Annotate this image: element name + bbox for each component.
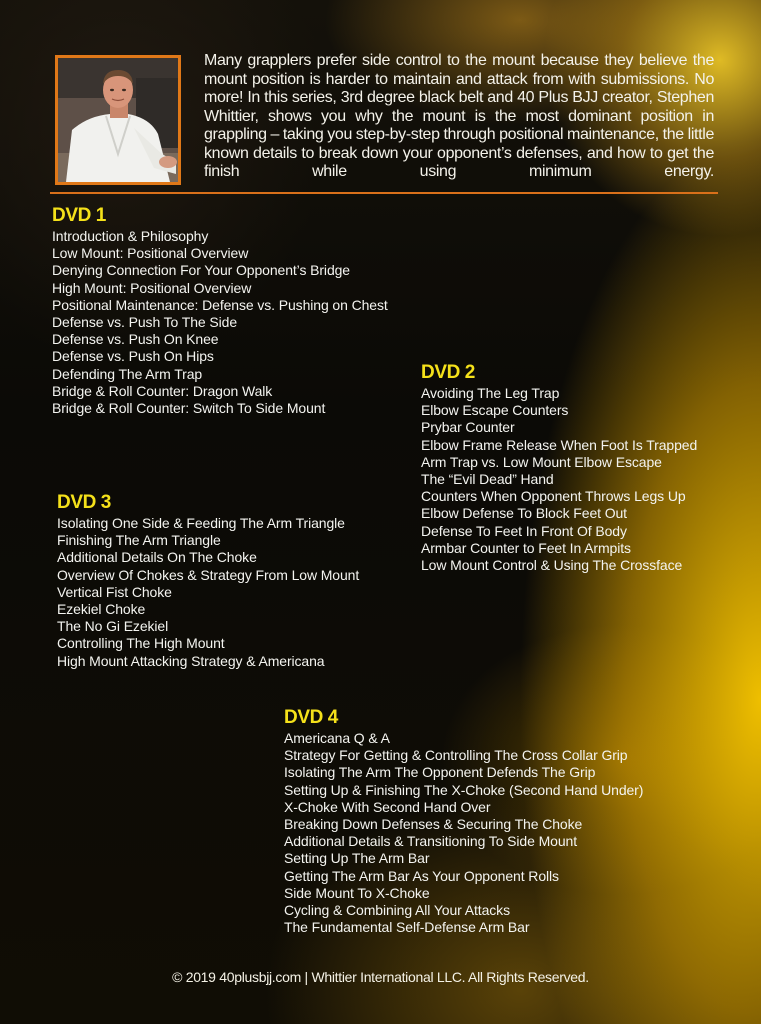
intro-paragraph: Many grapplers prefer side control to the mount because they believe the mount position is harder to maintain and attack from with submissions. No more! In this series, 3rd degree black belt and 40 Plus BJJ creator, Stephen Whittier, shows you why the mount is the most dominant position in grappling – taking you step-by-step through positional maintenance, the little known details to break down your opponent’s defenses, and how to get the finish while using minimum energy. <box>204 52 714 180</box>
instructor-portrait-image <box>58 58 178 182</box>
chapter-item: Side Mount To X-Choke <box>284 884 430 901</box>
chapter-item: Prybar Counter <box>421 419 515 436</box>
chapter-item: Arm Trap vs. Low Mount Elbow Escape <box>421 453 662 470</box>
chapter-item: The Fundamental Self-Defense Arm Bar <box>284 919 530 936</box>
dvd3-title: DVD 3 <box>57 492 111 513</box>
dvd1-chapter-list <box>52 228 388 417</box>
chapter-item: Elbow Defense To Block Feet Out <box>421 505 627 522</box>
chapter-item: Armbar Counter to Feet In Armpits <box>421 539 631 556</box>
chapter-item: The No Gi Ezekiel <box>57 618 169 635</box>
chapter-item: Ezekiel Choke <box>57 601 146 618</box>
chapter-item: Low Mount: Positional Overview <box>52 245 249 262</box>
chapter-item: Avoiding The Leg Trap <box>421 385 560 401</box>
dvd3-section <box>57 492 359 670</box>
dvd4-chapter-list <box>284 730 643 936</box>
chapter-item: Additional Details & Transitioning To Side Mount <box>284 833 578 850</box>
header-divider <box>50 192 718 194</box>
chapter-item: Introduction & Philosophy <box>52 228 209 244</box>
chapter-item: Elbow Escape Counters <box>421 402 569 419</box>
chapter-item: Defense To Feet In Front Of Body <box>421 522 627 539</box>
instructor-photo <box>55 55 181 185</box>
chapter-item: Defense vs. Push On Knee <box>52 331 219 348</box>
chapter-item: Elbow Frame Release When Foot Is Trapped <box>421 436 698 453</box>
dvd1-section <box>52 205 388 417</box>
chapter-item: Bridge & Roll Counter: Dragon Walk <box>52 382 273 399</box>
chapter-item: Overview Of Chokes & Strategy From Low Mount <box>57 566 360 583</box>
chapter-item: High Mount Attacking Strategy & Americana <box>57 652 325 669</box>
chapter-item: Positional Maintenance: Defense vs. Pushing on Chest <box>52 296 388 313</box>
chapter-item: Controlling The High Mount <box>57 635 225 652</box>
chapter-item: Isolating One Side & Feeding The Arm Triangle <box>57 515 345 531</box>
chapter-item: Strategy For Getting & Controlling The Cross Collar Grip <box>284 747 628 764</box>
chapter-item: Setting Up The Arm Bar <box>284 850 430 867</box>
dvd4-section <box>284 707 643 936</box>
chapter-item: Counters When Opponent Throws Legs Up <box>421 488 686 505</box>
dvd2-section <box>421 362 697 574</box>
chapter-item: X-Choke With Second Hand Over <box>284 798 491 815</box>
chapter-item: Vertical Fist Choke <box>57 583 172 600</box>
chapter-item: Cycling & Combining All Your Attacks <box>284 902 510 919</box>
chapter-item: The “Evil Dead” Hand <box>421 471 554 488</box>
chapter-item: Bridge & Roll Counter: Switch To Side Mount <box>52 400 326 417</box>
chapter-item: Setting Up & Finishing The X-Choke (Second Hand Under) <box>284 781 644 798</box>
chapter-item: Americana Q & A <box>284 730 390 746</box>
chapter-item: Defending The Arm Trap <box>52 365 203 382</box>
chapter-item: Defense vs. Push To The Side <box>52 314 238 331</box>
chapter-item: Breaking Down Defenses & Securing The Choke <box>284 816 583 833</box>
dvd2-chapter-list <box>421 385 697 574</box>
dvd4-title: DVD 4 <box>284 707 338 728</box>
chapter-item: Additional Details On The Choke <box>57 549 257 566</box>
dvd2-title: DVD 2 <box>421 362 475 383</box>
chapter-item: Low Mount Control & Using The Crossface <box>421 557 683 574</box>
copyright-footer: © 2019 40plusbjj.com | Whittier International LLC. All Rights Reserved. <box>172 969 589 985</box>
chapter-item: High Mount: Positional Overview <box>52 279 252 296</box>
dvd1-title: DVD 1 <box>52 205 106 226</box>
chapter-item: Finishing The Arm Triangle <box>57 532 221 549</box>
chapter-item: Defense vs. Push On Hips <box>52 348 214 365</box>
chapter-item: Denying Connection For Your Opponent’s Bridge <box>52 262 350 279</box>
chapter-item: Getting The Arm Bar As Your Opponent Rolls <box>284 867 559 884</box>
dvd3-chapter-list <box>57 515 359 670</box>
chapter-item: Isolating The Arm The Opponent Defends The Grip <box>284 764 596 781</box>
